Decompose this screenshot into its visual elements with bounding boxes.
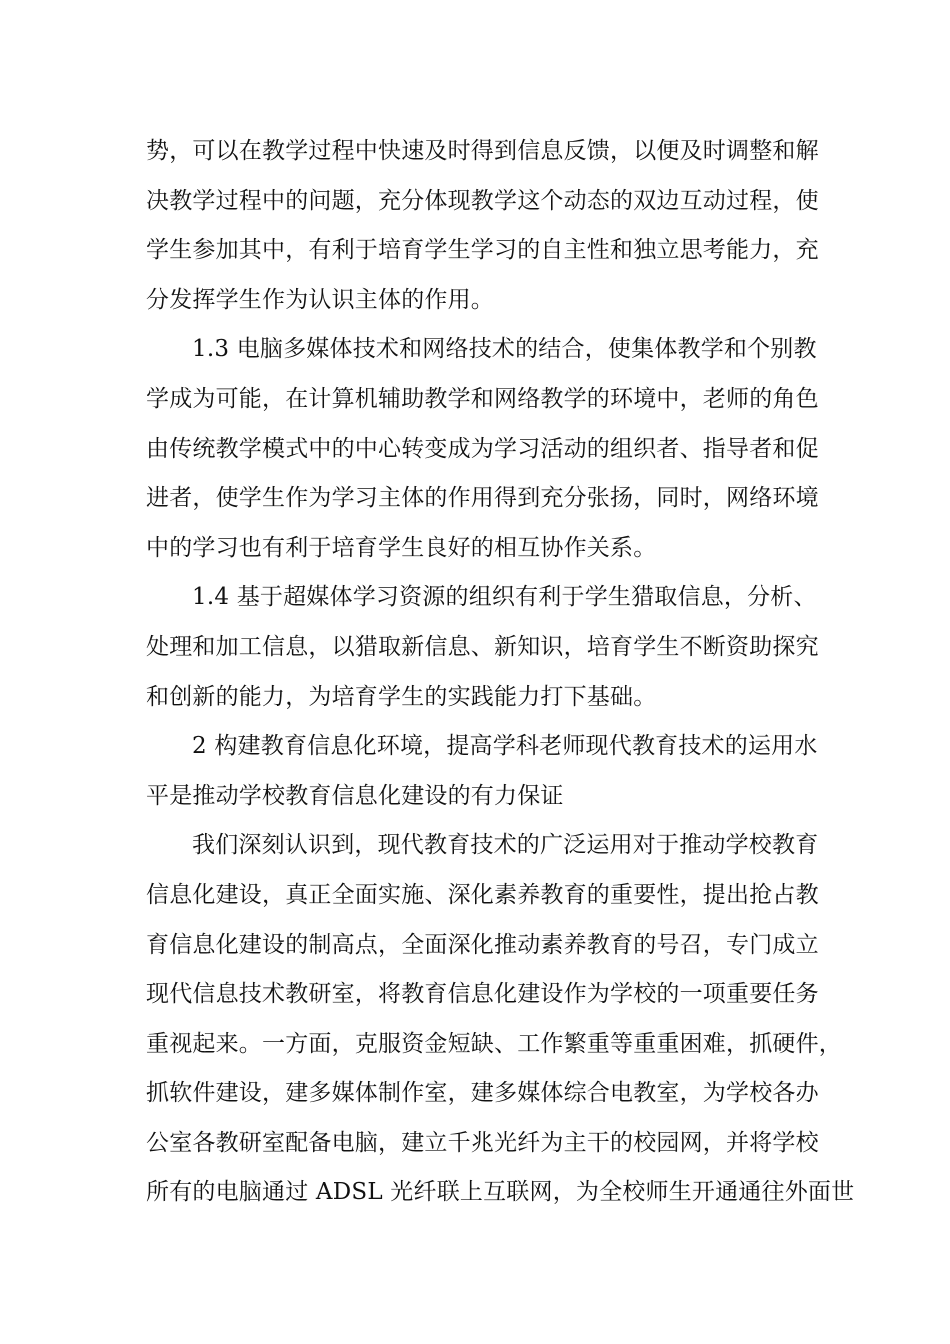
text-line: 分发挥学生作为认识主体的作用。 <box>146 286 494 313</box>
text-line: 所有的电脑通过 ADSL 光纤联上互联网，为全校师生开通通往外面世 <box>146 1179 855 1206</box>
text-line: 学生参加其中，有利于培育学生学习的自主性和独立思考能力，充 <box>146 237 819 264</box>
body-text <box>146 127 855 1218</box>
text-line: 学成为可能，在计算机辅助教学和网络教学的环境中，老师的角色 <box>146 385 819 412</box>
text-line: 1.3 电脑多媒体技术和网络技术的结合，使集体教学和个别教 <box>192 336 817 363</box>
text-line: 育信息化建设的制高点，全面深化推动素养教育的号召，专门成立 <box>146 931 819 958</box>
text-line: 平是推动学校教育信息化建设的有力保证 <box>146 782 564 809</box>
text-line: 信息化建设，真正全面实施、深化素养教育的重要性，提出抢占教 <box>146 881 819 908</box>
text-line: 中的学习也有利于培育学生良好的相互协作关系。 <box>146 534 657 561</box>
text-line: 势，可以在教学过程中快速及时得到信息反馈，以便及时调整和解 <box>146 138 819 164</box>
text-line: 重视起来。一方面，克服资金短缺、工作繁重等重重困难，抓硬件， <box>146 1030 842 1057</box>
text-line: 处理和加工信息，以猎取新信息、新知识，培育学生不断资助探究 <box>146 633 819 660</box>
text-line: 现代信息技术教研室，将教育信息化建设作为学校的一项重要任务 <box>146 981 819 1008</box>
text-line: 2 构建教育信息化环境，提高学科老师现代教育技术的运用水 <box>192 733 818 760</box>
text-line: 公室各教研室配备电脑，建立千兆光纤为主干的校园网，并将学校 <box>146 1129 819 1156</box>
text-line: 我们深刻认识到，现代教育技术的广泛运用对于推动学校教育 <box>192 832 819 859</box>
text-line: 决教学过程中的问题，充分体现教学这个动态的双边互动过程，使 <box>146 187 819 214</box>
text-line: 抓软件建设，建多媒体制作室，建多媒体综合电教室，为学校各办 <box>146 1080 819 1107</box>
text-line: 1.4 基于超媒体学习资源的组织有利于学生猎取信息，分析、 <box>192 584 817 611</box>
text-line: 由传统教学模式中的中心转变成为学习活动的组织者、指导者和促 <box>146 435 819 462</box>
text-line: 进者，使学生作为学习主体的作用得到充分张扬，同时，网络环境 <box>146 485 819 512</box>
text-line: 和创新的能力，为培育学生的实践能力打下基础。 <box>146 683 657 710</box>
